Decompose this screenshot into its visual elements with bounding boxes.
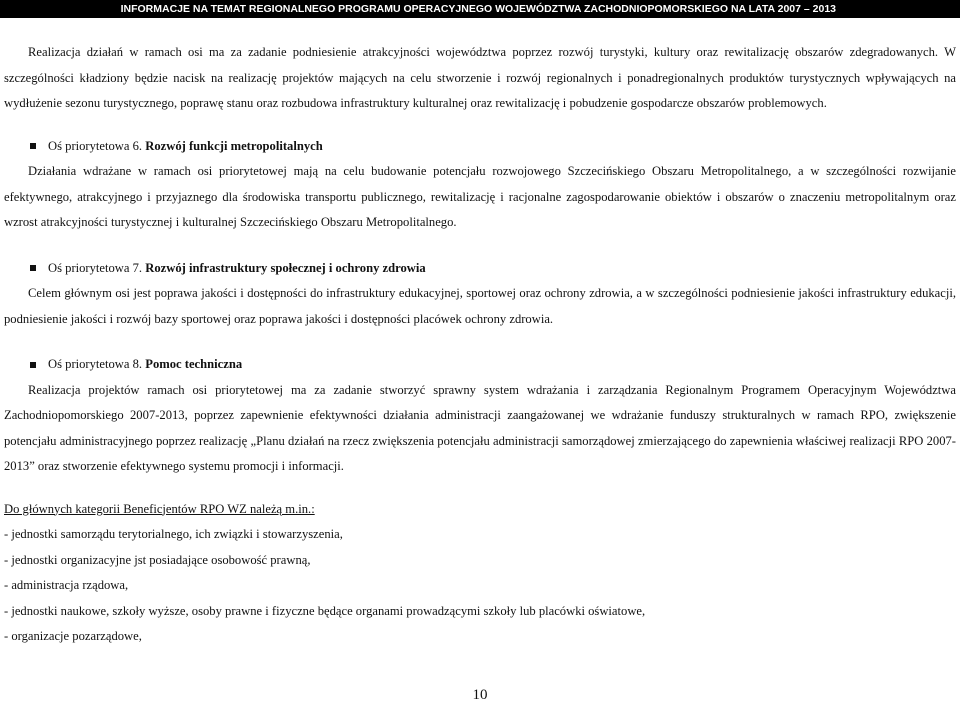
axis-7-title: Rozwój infrastruktury społecznej i ochrony zdrowia — [145, 260, 426, 275]
beneficiaries-heading-text: Do głównych kategorii Beneficjentów RPO WZ należą m.in.: — [4, 501, 315, 516]
beneficiary-item: - organizacje pozarządowe, — [4, 629, 142, 643]
document-header: INFORMACJE NA TEMAT REGIONALNEGO PROGRAMU OPERACYJNEGO WOJEWÓDZTWA ZACHODNIOPOMORSKIEGO NA LATA 2007 – 2013 — [0, 0, 960, 18]
beneficiary-item: - administracja rządowa, — [4, 578, 129, 592]
axis-7-heading — [4, 256, 956, 282]
axis-6-heading — [4, 134, 956, 160]
beneficiaries-heading — [4, 497, 956, 523]
axis-7-body: Celem głównym osi jest poprawa jakości i dostępności do infrastruktury edukacyjnej, sportowej oraz ochrony zdrowia, a w szczególności podniesienie jakości infrastruktury edukacji, podniesienie jakości i rozwój bazy sportowej oraz poprawa jakości i dostępności placówek ochrony zdrowia. — [4, 286, 956, 326]
axis-7-number: Oś priorytetowa 7. — [48, 260, 143, 275]
bullet-icon — [30, 143, 36, 149]
axis-6-title: Rozwój funkcji metropolitalnych — [145, 138, 323, 153]
axis-8-title: Pomoc techniczna — [145, 357, 243, 371]
beneficiary-item: - jednostki organizacyjne jst posiadające osobowość prawną, — [4, 552, 311, 567]
intro-paragraph: Realizacja działań w ramach osi ma za zadanie podniesienie atrakcyjności województwa poprzez rozwój turystyki, kultury oraz rewitalizację obszarów zdegradowanych. W szczególności kładziony będzie nacisk na realizację projektów mających na celu stworzenie i rozwój regionalnych i ponadregionalnych produktów turystycznych wpływających na wydłużenie sezonu turystycznego, poprawę stanu oraz rozbudowa infrastruktury kulturalnej oraz rewitalizację i pobudzenie gospodarcze obszarów problemowych. — [4, 45, 956, 110]
beneficiary-item: - jednostki samorządu terytorialnego, ich związki i stowarzyszenia, — [4, 527, 343, 541]
beneficiary-item: - jednostki naukowe, szkoły wyższe, osoby prawne i fizyczne będące organami prowadzącymi szkoły lub placówki oświatowe, — [4, 603, 646, 618]
axis-8-body: Realizacja projektów ramach osi priorytetowej ma za zadanie stworzyć sprawny system wdrażania i zarządzania Regionalnym Programem Operacyjnym Województwa Zachodniopomorskiego 2007-2013, poprzez zapewnienie efektywności działania administracji zaangażowanej we wdrażanie funduszy strukturalnych w ramach RPO, zwiększenie potencjału administracyjnego poprzez realizację „Planu działań na rzecz zwiększenia potencjału administracji samorządowej zmierzającego do zapewnienia właściwej realizacji RPO 2007-2013” oraz stworzenie efektywnego systemu promocji i informacji. — [4, 382, 956, 473]
page-content — [4, 40, 956, 650]
page-number: 10 — [472, 687, 488, 703]
axis-6-body: Działania wdrażane w ramach osi priorytetowej mają na celu budowanie potencjału rozwojowego Szczecińskiego Obszaru Metropolitalnego, a w szczególności rozwijanie efektywnego, atrakcyjnego i przyjaznego dla środowiska transportu publicznego, rewitalizację i racjonalne zagospodarowanie obiektów i obszarów o znaczeniu metropolitalnym oraz wzrost atrakcyjności turystycznej i kulturalnej Szczecińskiego Obszaru Metropolitalnego. — [4, 164, 956, 229]
axis-8-heading — [4, 352, 956, 378]
bullet-icon — [30, 265, 36, 271]
axis-8-number: Oś priorytetowa 8. — [48, 357, 143, 371]
bullet-icon — [30, 362, 36, 368]
axis-6-number: Oś priorytetowa 6. — [48, 138, 143, 153]
